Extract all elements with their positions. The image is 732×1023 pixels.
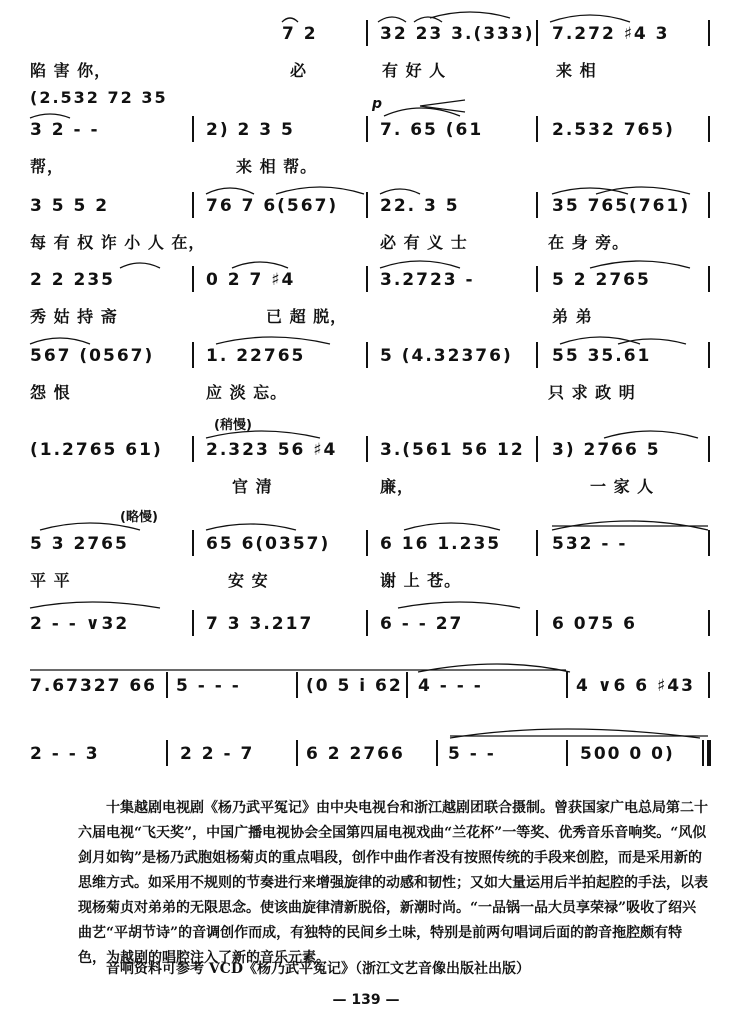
measure: 5 - -	[448, 744, 496, 764]
lyric: 应 淡 忘。	[206, 383, 288, 402]
measure: 500 0 0)	[580, 744, 675, 764]
measure: 7.272 ♯4 3	[552, 24, 670, 44]
measure: 32 23 3.(333)	[380, 24, 535, 44]
measure: 76 7 6(567)	[206, 196, 339, 216]
lyric: 必 有 义 士	[380, 233, 468, 252]
measure: 532 - -	[552, 534, 628, 554]
measure: 2 - - ∨32	[30, 614, 130, 634]
measure: 35 765(761)	[552, 196, 691, 216]
lyric: 廉，	[380, 477, 415, 496]
measure: 3.2723 -	[380, 270, 475, 290]
lyric: 帮，	[30, 157, 65, 176]
measure: 2 2 - 7	[180, 744, 255, 764]
measure: 4 ∨6 6 ♯43	[576, 676, 695, 696]
tempo-marking: (稍慢)	[214, 418, 252, 433]
measure: 7 2	[282, 24, 318, 44]
measure: 0 2 7 ♯4	[206, 270, 296, 290]
lyric: 平 平	[30, 571, 71, 590]
lyric: 弟 弟	[552, 307, 593, 326]
measure: 7.67327 66	[30, 676, 158, 696]
measure: 6 075 6	[552, 614, 637, 634]
tempo-marking: (略慢)	[120, 510, 158, 525]
lyric: 已 超 脱，	[266, 307, 348, 326]
lyric: 在 身 旁。	[548, 233, 630, 252]
lyric: 一 家 人	[590, 477, 655, 496]
measure: 2 - - 3	[30, 744, 100, 764]
measure: (0 5 i 62	[306, 676, 403, 696]
measure: 65 6(0357)	[206, 534, 331, 554]
measure: 2.323 56 ♯4	[206, 440, 338, 460]
lyric: 只 求 政 明	[548, 383, 636, 402]
measure: 22. 3 5	[380, 196, 460, 216]
lyric: 怨 恨	[30, 383, 71, 402]
lyric: 安 安	[228, 571, 269, 590]
measure: 3) 2766 5	[552, 440, 661, 460]
measure: 3.(561 56 12	[380, 440, 525, 460]
lyric: 每 有 权 诈 小 人 在，	[30, 233, 206, 252]
measure: 5 - - -	[176, 676, 241, 696]
measure: 3 5 5 2	[30, 196, 110, 216]
measure: 4 - - -	[418, 676, 483, 696]
lyric: 谢 上 苍。	[380, 571, 462, 590]
reference-line: 音响资料可参考 VCD《杨乃武平冤记》（浙江文艺音像出版社出版）	[106, 961, 531, 977]
measure: 5 (4.32376)	[380, 346, 513, 366]
measure: 6 2 2766	[306, 744, 405, 764]
measure: 5 3 2765	[30, 534, 129, 554]
measure: 2 2 235	[30, 270, 115, 290]
measure: 5 2 2765	[552, 270, 651, 290]
lyric: 有 好 人	[382, 61, 447, 80]
dynamic-mark: p	[372, 96, 383, 112]
lyric: 官 清	[232, 477, 273, 496]
lyric: 来 相	[556, 61, 597, 80]
measure: 2.532 765)	[552, 120, 675, 140]
lyric: 秀 姑 持 斋	[30, 307, 118, 326]
description-paragraph: 十集越剧电视剧《杨乃武平冤记》由中央电视台和浙江越剧团联合摄制。曾获国家广电总局第二十六届电视“飞天奖”，中国广播电视协会全国第四届电视戏曲“兰花杯”一等奖、优秀音乐音响奖。“风似剑月如钩”是杨乃武胞姐杨菊贞的重点唱段，创作中曲作者没有按照传统的手段来创腔，而是采用新的思维方式。如采用不规则的节奏进行来增强旋律的动感和韧性；又如大量运用后半拍起腔的手法，以表现杨菊贞对弟弟的无限思念。使该曲旋律清新脱俗，新潮时尚。“一品锅一品大员享荣禄”吸收了绍兴曲艺“平胡节诗”的音调创作而成，有独特的民间乡土味，特别是前两句唱词后面的韵音拖腔颇有特色，为越剧的唱腔注入了新的音乐元素。	[78, 800, 708, 966]
measure: 6 - - 27	[380, 614, 464, 634]
measure: 7 3 3.217	[206, 614, 314, 634]
measure: 1. 22765	[206, 346, 306, 366]
measure: 567 (0567)	[30, 346, 155, 366]
measure: 7. 65 (61	[380, 120, 484, 140]
measure: 6 16 1.235	[380, 534, 502, 554]
prefix-notes: (1.2765 61)	[30, 440, 163, 460]
measure: 55 35.61	[552, 346, 652, 366]
page-number: — 139 —	[332, 992, 400, 1008]
prefix-notes: (2.532 72 35	[30, 88, 168, 107]
lyric: 陷 害 你，	[30, 61, 112, 80]
measure: 2) 2 3 5	[206, 120, 295, 140]
lyric: 必	[290, 61, 308, 80]
lyric: 来 相 帮。	[236, 157, 318, 176]
measure: 3 2 - -	[30, 120, 100, 140]
